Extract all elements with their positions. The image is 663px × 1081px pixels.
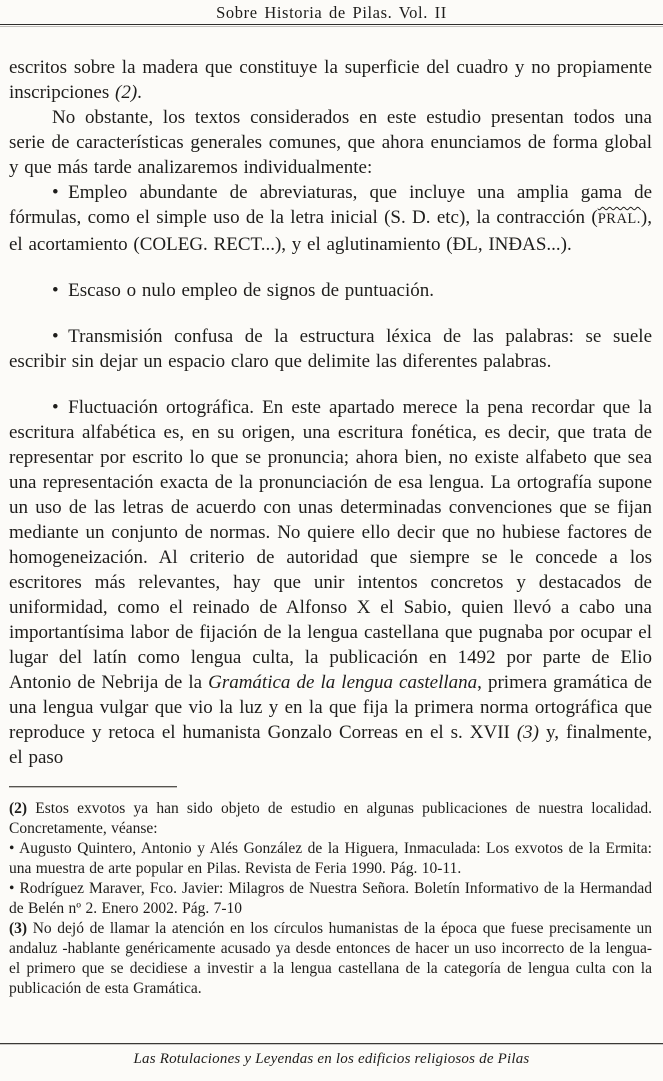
text-run: • Augusto Quintero, Antonio y Alés González de la Higuera, Inmaculada: Los exvotos de la Ermita: una muestra de arte popular en Pilas. Revista de Feria 1990. Pág. 10-11. <box>9 840 652 877</box>
footer-rule <box>0 1043 663 1044</box>
footnote-item <box>9 839 652 879</box>
text-run: • Empleo abundante de abreviaturas, que incluye una amplia gama de fórmulas, como el simple uso de la letra inicial (S. D. etc), la contracción ( <box>9 182 652 228</box>
text-run: PRAL. <box>597 211 641 227</box>
footnote-item <box>9 919 652 999</box>
page-footer <box>0 1043 663 1068</box>
header-rule <box>0 24 663 25</box>
text-run: • Fluctuación ortográfica. En este apartado merece la pena recordar que la escritura alfabética es, en su origen, una escritura fonética, es decir, que trata de representar por escrito lo que se pronuncia; ahora bien, no existe alfabeto que sea una representación exacta de la pronunciación de esa lengua. La ortografía supone un uso de las letras de acuerdo con unas determinadas convenciones que se fijan mediante un conjunto de normas. No quiere ello decir que no hubiese factores de homogeneización. Al criterio de autoridad que siempre se le concede a los escritores más relevantes, hay que unir intentos concretos y destacados de uniformidad, como el reinado de Alfonso X el Sabio, quien llevó a cabo una importantísima labor de fijación de la lengua castellana que pugnaba por ocupar el lugar del latín como lengua culta, la publicación en 1492 por parte de Elio Antonio de Nebrija de la <box>9 397 652 693</box>
bullet-paragraph <box>9 324 652 374</box>
footnote-item <box>9 799 652 839</box>
text-run: (2) <box>9 800 28 817</box>
footnote-separator <box>9 786 177 787</box>
text-run: (3) <box>516 722 540 743</box>
text-run: , primera gramática de una lengua vulgar que vio la luz y en la que fija la primera norma ortográfica que reproduce y retoca el humanista Gonzalo Correas en el s. XVII <box>9 672 652 743</box>
text-run: y, finalmente, el paso <box>9 722 652 768</box>
text-run: . <box>137 82 142 103</box>
text-run: No dejó de llamar la atención en los círculos humanistas de la época que fuese precisamente un andaluz -hablante genéricamente acusado ya desde entonces de hacer un uso incorrecto de la lengua- el primero que se decidiese a investir a la lengua castellana de la categoría de lengua culta con la publicación de esta Gramática. <box>9 920 652 997</box>
text-run: • Transmisión confusa de la estructura léxica de las palabras: se suele escribir sin dejar un espacio claro que delimite las diferentes palabras. <box>9 326 652 372</box>
text-run: • Rodríguez Maraver, Fco. Javier: Milagros de Nuestra Señora. Boletín Informativo de la Hermandad de Belén nº 2. Enero 2002. Pág. 7-10 <box>9 880 652 917</box>
footer-title: Las Rotulaciones y Leyendas en los edificios religiosos de Pilas <box>133 1051 530 1067</box>
footnotes <box>9 799 652 999</box>
text-run: escritos sobre la madera que constituye la superficie del cuadro y no propiamente inscripciones <box>9 57 652 103</box>
paragraph <box>9 105 652 180</box>
bullet-paragraph <box>9 180 652 257</box>
text-run: • Escaso o nulo empleo de signos de puntuación. <box>52 280 434 301</box>
text-run: (3) <box>9 920 28 937</box>
text-run: Gramática de la lengua castellana <box>208 672 478 693</box>
body-text <box>9 55 652 770</box>
text-run: No obstante, los textos considerados en este estudio presentan todos una serie de características generales comunes, que ahora enunciamos de forma global y que más tarde analizaremos individualmente: <box>9 107 652 178</box>
text-run: (2) <box>115 82 138 103</box>
text-run: Estos exvotos ya han sido objeto de estudio en algunas publicaciones de nuestra localidad. Concretamente, véanse: <box>9 800 652 837</box>
paragraph <box>9 55 652 105</box>
bullet-paragraph <box>9 278 652 303</box>
bullet-paragraph <box>9 395 652 770</box>
footnote-item <box>9 879 652 919</box>
page-header <box>0 0 663 25</box>
running-title: Sobre Historia de Pilas. Vol. II <box>216 3 447 22</box>
text-run: ), el acortamiento (COLEG. RECT...), y el aglutinamiento (ÐL, INÐAS...). <box>9 207 652 255</box>
